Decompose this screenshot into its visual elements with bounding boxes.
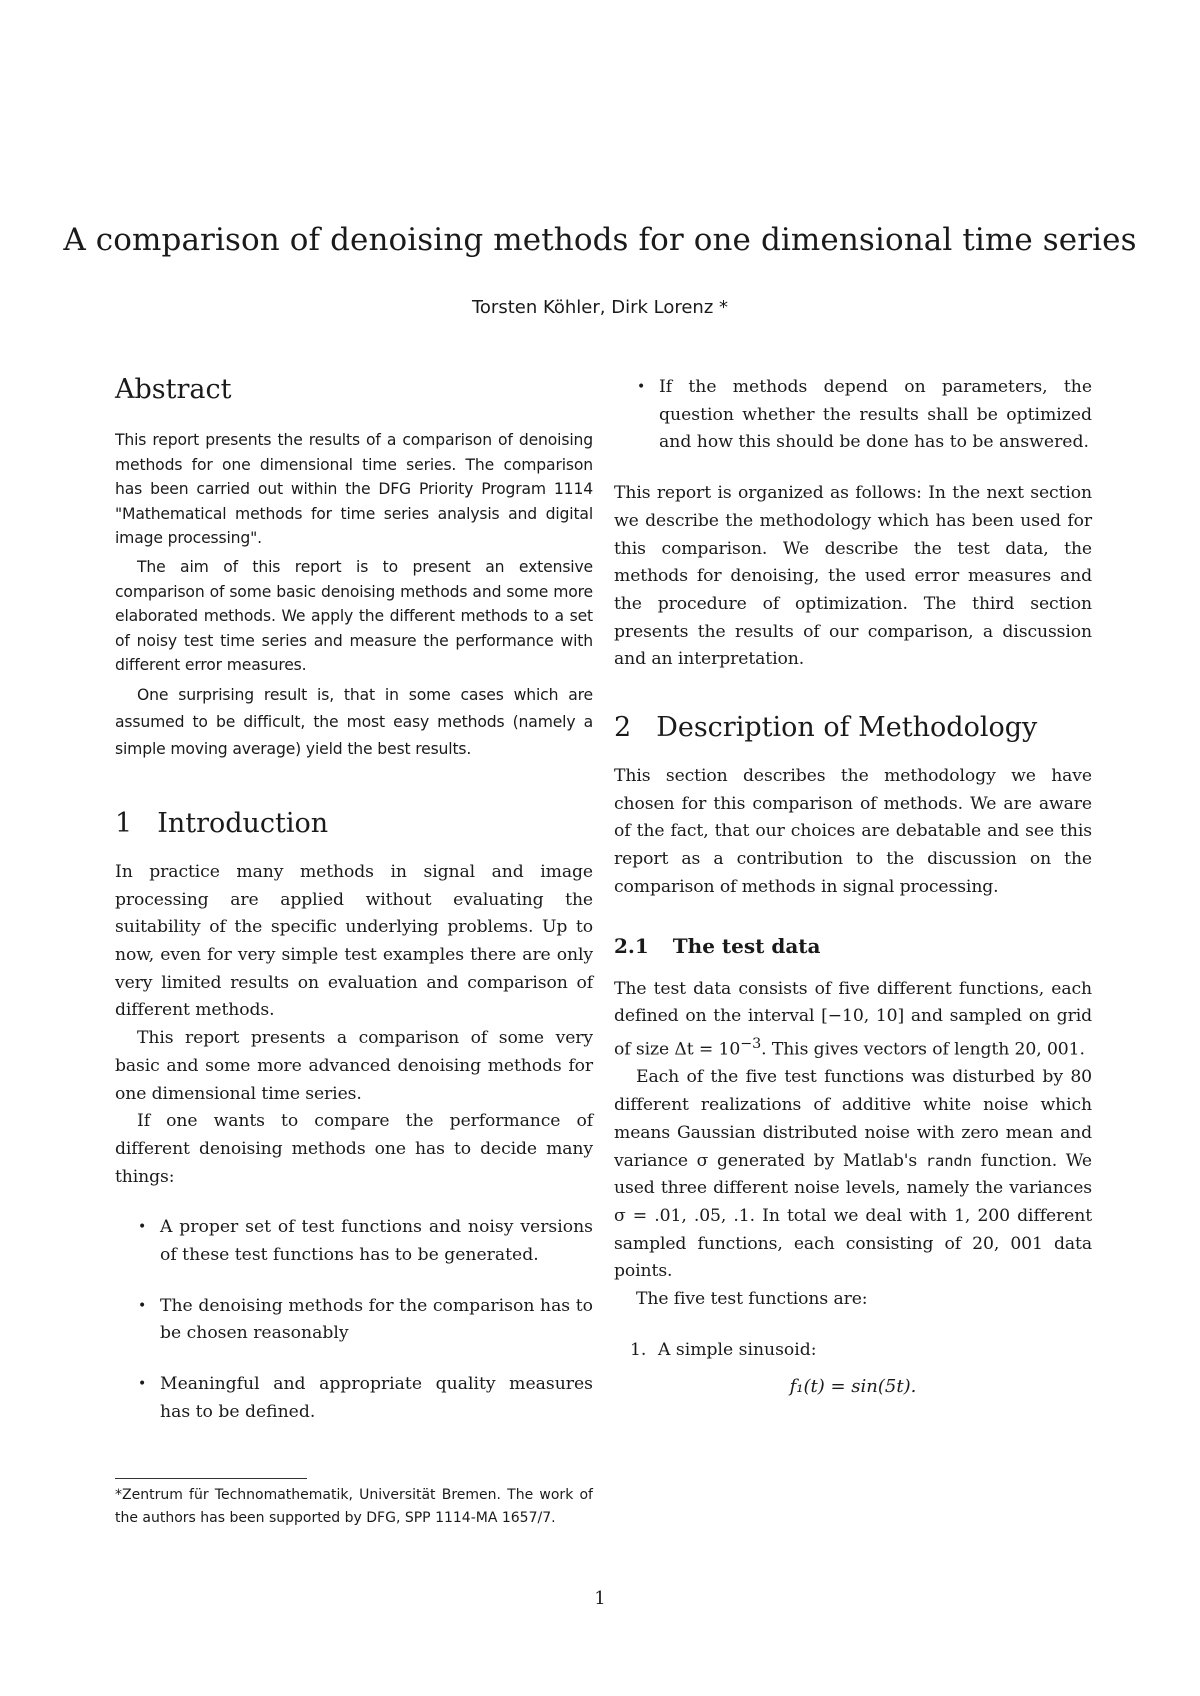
equation-f1: f₁(t) = sin(5t). (789, 1376, 917, 1398)
intro-bullet-list (115, 1214, 593, 1426)
list-item (115, 1371, 593, 1426)
list-item-text: If the methods depend on parameters, the question whether the results shall be optimized and how this should be done has to be answered. (659, 377, 1092, 453)
paper-title: A comparison of denoising methods for one dimensional time series (63, 222, 1137, 258)
list-item (115, 1293, 593, 1348)
section-2-number: 2 (614, 712, 632, 744)
test-data-paragraph-2: Each of the five test functions was disturbed by 80 different realizations of additive white noise which means Gaussian distributed noise with zero mean and variance σ generated by Matlab's randn function. We used three different noise levels, namely the variances σ = .01, .05, .1. In total we deal with 1, 200 different sampled functions, each consisting of 20, 001 data points. (614, 1067, 1092, 1282)
list-item (115, 1214, 593, 1269)
right-column (614, 374, 1092, 1397)
abstract-paragraph-2: The aim of this report is to present an extensive comparison of some basic denoising methods and some more elaborated methods. We apply the different methods to a set of noisy test time series and measure the performance with different error measures. (115, 557, 593, 675)
section-2-title: Description of Methodology (656, 712, 1038, 744)
test-function-list (614, 1337, 1092, 1365)
page-number: 1 (594, 1588, 606, 1609)
intro-paragraph-3: If one wants to compare the performance of different denoising methods one has to decide many things: (115, 1111, 593, 1187)
test-data-paragraph-1: The test data consists of five different functions, each defined on the interval [−10, 10] and sampled on grid of size $\Delta t = 10^{-3}$. This gives vectors of length 20, 001. (614, 978, 1092, 1060)
list-item (614, 374, 1092, 457)
list-item-number: 1. (630, 1339, 647, 1360)
section-1-heading (115, 808, 593, 839)
list-item-text: The denoising methods for the comparison has to be chosen reasonably (160, 1295, 593, 1344)
bullet-icon: • (138, 1297, 147, 1314)
paper-authors: Torsten Köhler, Dirk Lorenz * (471, 297, 729, 318)
intro-paragraph-2: This report presents a comparison of some very basic and some more advanced denoising methods for one dimensional time series. (115, 1028, 593, 1104)
bullet-icon: • (138, 1219, 147, 1236)
intro-paragraph-4: This report is organized as follows: In the next section we describe the methodology which has been used for this comparison. We describe the test data, the methods for denoising, the used error measures and the procedure of optimization. The third section presents the results of our comparison, a discussion and an interpretation. (614, 483, 1092, 670)
abstract-paragraph-1: This report presents the results of a comparison of denoising methods for one dimensional time series. The comparison has been carried out within the DFG Priority Program 1114 "Mathematical methods for time series analysis and digital image processing". (115, 431, 593, 548)
footnote: *Zentrum für Technomathematik, Universität Bremen. The work of the authors has been supported by DFG, SPP 1114-MA 1657/7. (115, 1487, 593, 1526)
intro-paragraph-1: In practice many methods in signal and image processing are applied without evaluating the suitability of the specific underlying problems. Up to now, even for very simple test examples there are only very limited results on evaluation and comparison of different methods. (115, 861, 593, 1021)
methodology-paragraph-1: This section describes the methodology we have chosen for this comparison of methods. We are aware of the fact, that our choices are debatable and see this report as a contribution to the discussion on the comparison of methods in signal processing. (614, 766, 1092, 897)
list-item-text: A proper set of test functions and noisy versions of these test functions has to be generated. (160, 1217, 593, 1266)
list-item-text: A simple sinusoid: (658, 1339, 817, 1360)
inline-code: randn (925, 1151, 972, 1170)
list-item (614, 1337, 1092, 1365)
section-1-title: Introduction (157, 807, 329, 839)
subsection-2-1-number: 2.1 (614, 933, 649, 958)
section-1-number: 1 (115, 807, 133, 839)
abstract-heading: Abstract (115, 374, 232, 405)
bullet-icon: • (138, 1376, 147, 1393)
subsection-2-1-title: The test data (672, 933, 821, 958)
test-data-paragraph-3: The five test functions are: (636, 1289, 868, 1310)
abstract-paragraph-3: One surprising result is, that in some cases which are assumed to be difficult, the most easy methods (namely a simple moving average) yield the best results. (115, 685, 593, 758)
footnote-rule (115, 1478, 307, 1479)
section-2-heading (614, 712, 1092, 743)
intro-bullet-list-continued (614, 374, 1092, 457)
left-column (115, 374, 593, 1427)
list-item-text: Meaningful and appropriate quality measures has to be defined. (160, 1374, 593, 1422)
subsection-2-1-heading (614, 934, 1092, 958)
bullet-icon: • (637, 379, 646, 395)
